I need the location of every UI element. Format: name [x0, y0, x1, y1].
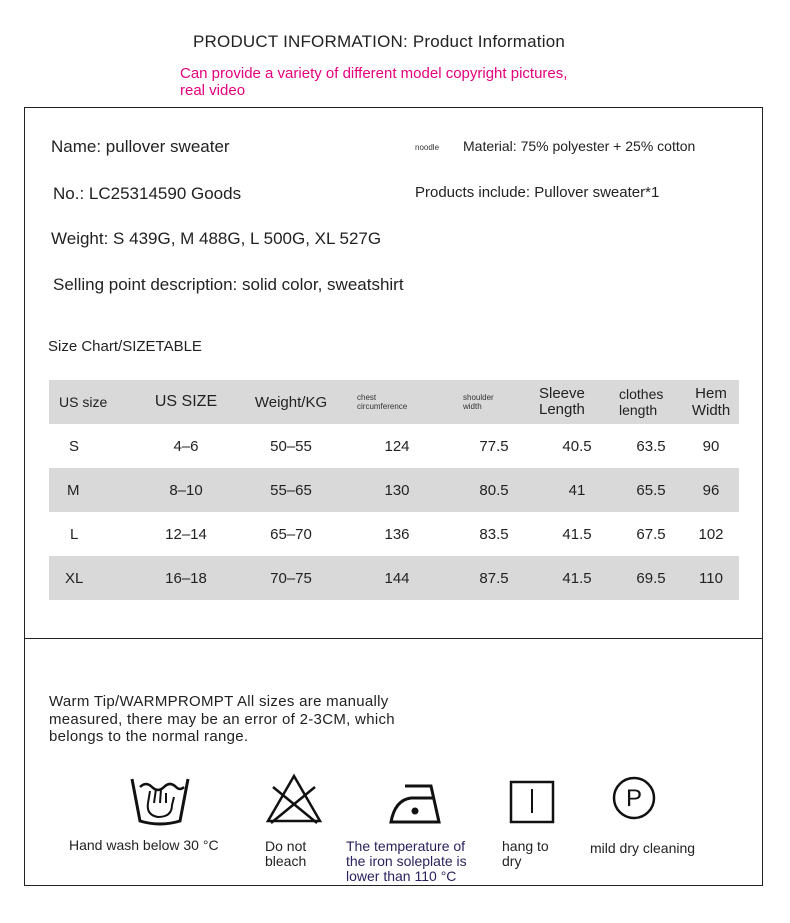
- table-header-row: [49, 380, 739, 424]
- promo-note: Can provide a variety of different model copyright pictures, real video: [180, 65, 568, 99]
- iron-icon: [387, 782, 443, 826]
- header-chest: [341, 380, 453, 424]
- header-weight: Weight/KG: [241, 380, 341, 424]
- table-cell: 70–75: [241, 556, 341, 600]
- table-cell: 83.5: [479, 525, 509, 543]
- table-cell: 12–14: [165, 525, 207, 543]
- table-cell: 8–10: [131, 468, 241, 512]
- size-chart-title: Size Chart/SIZETABLE: [48, 338, 202, 355]
- header-shoulder-line2: width: [463, 402, 482, 411]
- table-cell: M: [49, 468, 131, 512]
- table-cell: 41.5: [535, 556, 619, 600]
- table-cell: 41: [535, 468, 619, 512]
- table-cell: 96: [683, 468, 739, 512]
- header-shoulder: [453, 380, 535, 424]
- page-title: PRODUCT INFORMATION: Product Information: [193, 32, 565, 51]
- table-cell: 87.5: [453, 556, 535, 600]
- table-cell: 130: [341, 468, 453, 512]
- table-cell: L: [70, 525, 79, 543]
- table-cell: 65–70: [270, 525, 312, 543]
- product-weight: Weight: S 439G, M 488G, L 500G, XL 527G: [51, 229, 382, 248]
- section-divider: [24, 638, 763, 639]
- table-cell: 69.5: [619, 556, 683, 600]
- header-chest-line2: circumference: [357, 402, 408, 411]
- table-cell: 90: [702, 437, 720, 455]
- products-include: Products include: Pullover sweater*1: [415, 184, 660, 201]
- hang-dry-label: hang to dry: [502, 838, 549, 869]
- header-shoulder-line1: shoulder: [463, 393, 494, 402]
- product-name: Name: pullover sweater: [51, 137, 230, 156]
- table-cell: 110: [683, 556, 739, 600]
- size-table: [49, 380, 739, 600]
- noodle-label: noodle: [415, 143, 440, 152]
- table-cell: 41.5: [562, 525, 592, 543]
- iron-label: The temperature of the iron soleplate is lower than 110 °C: [346, 838, 467, 884]
- table-cell: 55–65: [241, 468, 341, 512]
- table-cell: 144: [341, 556, 453, 600]
- table-cell: 63.5: [636, 437, 666, 455]
- header-clothes-line2: length: [619, 402, 658, 418]
- table-cell: 80.5: [453, 468, 535, 512]
- table-cell: 40.5: [562, 437, 592, 455]
- table-cell: 77.5: [479, 437, 509, 455]
- table-cell: 124: [384, 437, 410, 455]
- product-material: Material: 75% polyester + 25% cotton: [463, 138, 696, 154]
- header-chest-line1: chest: [357, 393, 377, 402]
- dry-clean-label: mild dry cleaning: [590, 840, 696, 856]
- header-us-size-upper: US SIZE: [131, 380, 241, 424]
- table-cell: 136: [384, 525, 410, 543]
- table-row: [49, 424, 739, 468]
- table-cell: 65.5: [619, 468, 683, 512]
- hand-wash-icon: [128, 775, 192, 829]
- no-bleach-icon: [265, 773, 323, 825]
- table-row: [49, 468, 739, 512]
- svg-text:P: P: [625, 785, 643, 812]
- header-us-size: US size: [49, 380, 131, 424]
- no-bleach-label: Do not bleach: [265, 838, 307, 869]
- header-hem: Hem Width: [683, 380, 739, 424]
- table-row: [49, 512, 739, 556]
- table-cell: 67.5: [636, 525, 666, 543]
- header-sleeve-line1: Sleeve: [539, 385, 585, 402]
- header-clothes: [619, 380, 683, 424]
- header-sleeve: [535, 380, 619, 424]
- table-cell: 102: [698, 525, 724, 543]
- dry-clean-icon: [611, 775, 657, 821]
- product-number: No.: LC25314590 Goods: [53, 184, 242, 203]
- header-sleeve-line2: Length: [539, 401, 585, 418]
- table-cell: S: [69, 437, 80, 455]
- table-row: [49, 556, 739, 600]
- table-cell: 16–18: [131, 556, 241, 600]
- table-cell: XL: [49, 556, 131, 600]
- selling-point: Selling point description: solid color, sweatshirt: [53, 275, 404, 294]
- table-cell: 50–55: [270, 437, 312, 455]
- hand-wash-label: Hand wash below 30 °C: [69, 837, 219, 853]
- header-clothes-line1: clothes: [619, 386, 664, 402]
- warm-tip: Warm Tip/WARMPROMPT All sizes are manually measured, there may be an error of 2-3CM, which belongs to the normal range.: [49, 693, 395, 745]
- table-cell: 4–6: [173, 437, 199, 455]
- hang-dry-icon: [508, 779, 556, 825]
